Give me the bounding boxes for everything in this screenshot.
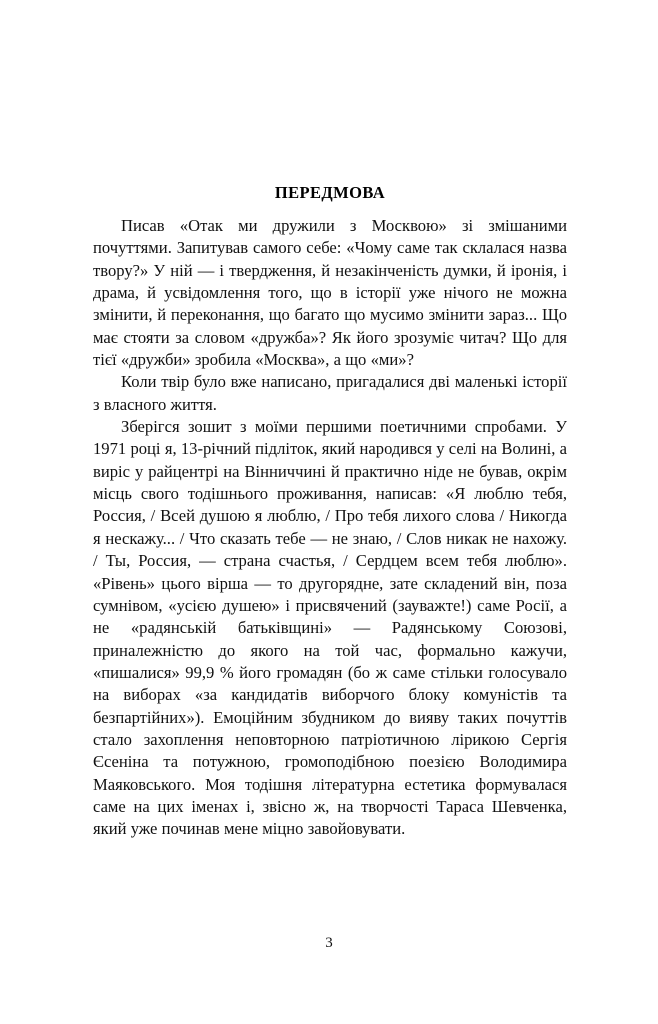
- text-column: [93, 182, 567, 841]
- paragraph-1: Писав «Отак ми дружили з Москвою» зі змішаними почуттями. Запитував самого себе: «Чому саме так склалася назва твору?» У ній — і твердження, й незакінченість думки, й іронія, і драма, й усвідомлення того, що в історії уже нічого не можна змінити, й переконання, що багато що мусимо змінити зараз... Що має стояти за словом «дружба»? Як його зрозуміє читач? Що для тієї «дружби» зробила «Москва», а що «ми»?: [93, 216, 567, 370]
- page-number: 3: [325, 935, 333, 951]
- page-title: ПЕРЕДМОВА: [274, 183, 386, 202]
- paragraph-2: Коли твір було вже написано, пригадалися дві маленькі історії з власного життя.: [93, 372, 567, 414]
- paragraph-3: Зберігся зошит з моїми першими поетичними спробами. У 1971 році я, 13-річний підліток, який народився у селі на Волині, а виріс у райцентрі на Вінниччині й практично ніде не бував, окрім місць свого тодішнього проживання, написав: «Я люблю тебя, Россия, / Всей душою я люблю, / Про тебя лихого слова / Никогда я нескажу... / Что сказать тебе — не знаю, / Слов никак не нахожу. / Ты, Россия, — страна счастья, / Сердцем всем тебя люблю». «Рівень» цього вірша — то другорядне, зате складений він, поза сумнівом, «усією душею» і присвячений (зауважте!) саме Росії, а не «радянській батьківщині» — Радянському Союзові, приналежністю до якого на той час, формально кажучи, «пишалися» 99,9 % його громадян (бо ж саме стільки голосувало на виборах «за кандидатів виборчого блоку комуністів та безпартійних»). Емоційним збудником до вияву таких почуттів стало захоплення неповторною патріотичною лірикою Сергія Єсеніна та потужною, громоподібною поезією Володимира Маяковського. Моя тодішня літературна естетика формувалася саме на цих іменах і, звісно ж, на творчості Тараса Шевченка, який уже починав мене міцно завойовувати.: [93, 417, 567, 839]
